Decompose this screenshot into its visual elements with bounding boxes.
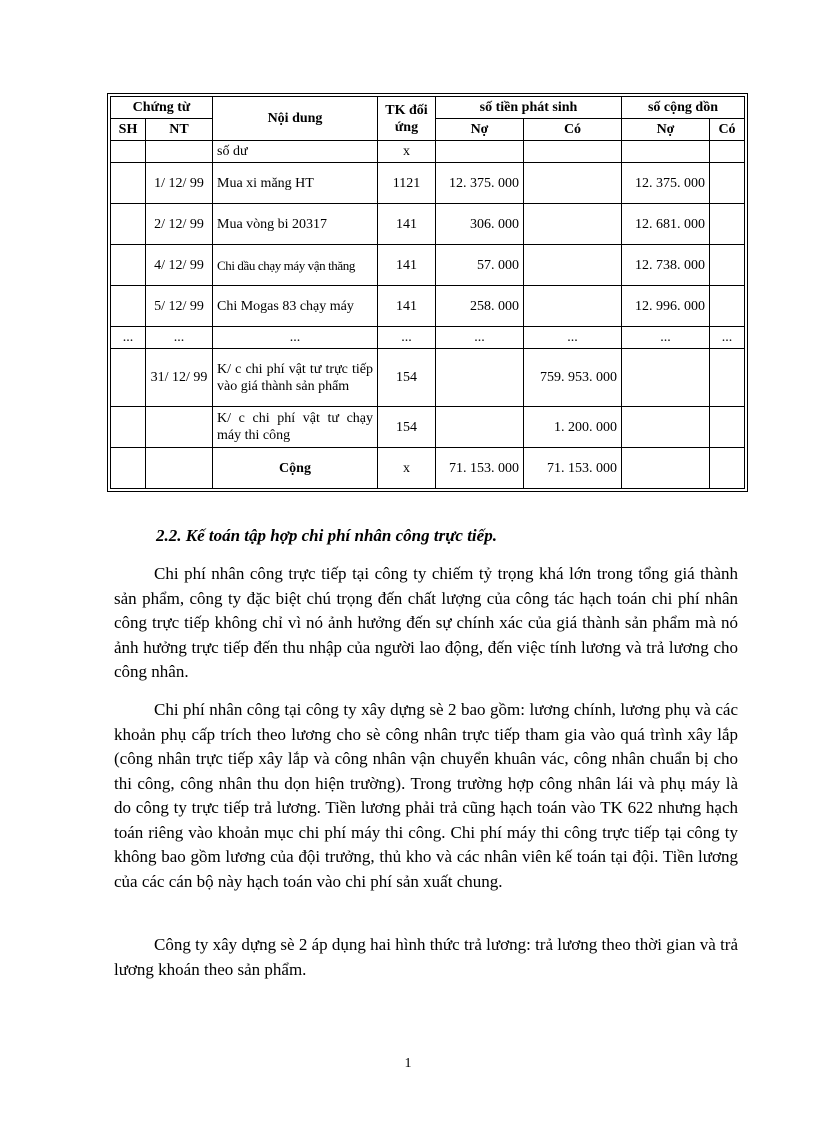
cell-cd-no [622,141,710,163]
cell-ps-co: 1. 200. 000 [524,407,622,448]
cell-cd-no: 12. 681. 000 [622,204,710,245]
cell-cd-no: ... [622,327,710,349]
cell-ps-co: ... [524,327,622,349]
cell-ps-co: 71. 153. 000 [524,448,622,489]
paragraph: Chi phí nhân công tại công ty xây dựng sè 2 bao gồm: lương chính, lương phụ và các khoản phụ cấp trích theo lương cho sè công nhân trực tiếp tham gia vào quá trình xây lắp (công nhân trực tiếp xây lắp và công nhân vận chuyển khuân vác, công nhân chuẩn bị cho thi công, công nhân thu dọn hiện trường). Trong trường hợp công nhân lái và phụ máy là do công ty trực tiếp trả lương. Tiền lương phải trả cũng hạch toán vào TK 622 nhưng hạch toán riêng vào khoản mục chi phí máy thi công. Chi phí máy thi công trực tiếp tại công ty không bao gồm lương của đội trưởng, thủ kho và các nhân viên kế toán tại đội. Tiền lương của các cán bộ này hạch toán vào chi phí sản xuất chung. [114,700,738,891]
cell-ps-co [524,141,622,163]
table-row [111,286,745,327]
cell-cd-co [710,407,745,448]
cell-cd-co [710,141,745,163]
cell-nt [146,407,213,448]
cell-nt [146,448,213,489]
cell-ps-no [436,349,524,407]
header-noi-dung: Nội dung [213,97,378,141]
cell-nt: 4/ 12/ 99 [146,245,213,286]
cell-nt [146,141,213,163]
cell-cd-no: 12. 738. 000 [622,245,710,286]
cell-cd-co: ... [710,327,745,349]
cell-ps-no: 57. 000 [436,245,524,286]
cell-nt: 2/ 12/ 99 [146,204,213,245]
header-chung-tu: Chứng từ [111,97,213,119]
cell-ps-no: ... [436,327,524,349]
section-heading: 2.2. Kế toán tập hợp chi phí nhân công trực tiếp. [156,526,497,545]
cell-ps-co: 759. 953. 000 [524,349,622,407]
table-row [111,204,745,245]
cell-noi-dung: Chi dầu chạy máy vận thăng [213,245,378,286]
header-so-cong-don: số cộng dồn [622,97,745,119]
page-number: 1 [404,1056,412,1071]
cell-ps-no: 306. 000 [436,204,524,245]
cell-sh [111,286,146,327]
cell-ps-no [436,141,524,163]
cell-tk: 154 [378,407,436,448]
cell-tk: 141 [378,245,436,286]
header-ps-no: Nợ [436,119,524,141]
cell-ps-co [524,163,622,204]
table-row [111,407,745,448]
cell-cd-no [622,448,710,489]
cell-noi-dung: K/ c chi phí vật tư chạy máy thi công [213,407,378,448]
cell-ps-co [524,204,622,245]
cell-ps-co [524,245,622,286]
cell-sh [111,204,146,245]
table-header [111,97,745,141]
table-total-row [111,448,745,489]
cell-cd-no [622,349,710,407]
cell-noi-dung: ... [213,327,378,349]
cell-noi-dung: Mua vòng bi 20317 [213,204,378,245]
table-row [111,327,745,349]
cell-sh: ... [111,327,146,349]
cell-tk: ... [378,327,436,349]
table-row [111,141,745,163]
cell-tk: 141 [378,286,436,327]
cell-cd-no: 12. 996. 000 [622,286,710,327]
cell-sh [111,163,146,204]
cell-cd-co [710,286,745,327]
cell-noi-dung: Cộng [213,448,378,489]
paragraph: Chi phí nhân công trực tiếp tại công ty chiếm tỷ trọng khá lớn trong tổng giá thành sản phẩm, công ty đặc biệt chú trọng đến chất lượng của công tác hạch toán chi phí nhân công trực tiếp không chỉ vì nó ảnh hưởng đến sự chính xác của giá thành sản phẩm mà nó ảnh hưởng trực tiếp đến thu nhập của người lao động, đến việc tính lương và trả lương cho công nhân. [114,564,738,681]
cell-cd-co [710,448,745,489]
cell-sh [111,448,146,489]
cell-sh [111,349,146,407]
cell-tk: x [378,448,436,489]
cell-sh [111,141,146,163]
cell-sh [111,407,146,448]
header-cd-no: Nợ [622,119,710,141]
header-so-tien-phat-sinh: số tiền phát sinh [436,97,622,119]
cell-cd-co [710,204,745,245]
table-row [111,163,745,204]
cell-ps-no [436,407,524,448]
header-nt: NT [146,119,213,141]
cell-tk: 141 [378,204,436,245]
table-row [111,349,745,407]
cell-cd-no [622,407,710,448]
cell-cd-co [710,349,745,407]
cell-tk: 154 [378,349,436,407]
cell-ps-no: 258. 000 [436,286,524,327]
paragraph: Công ty xây dựng sè 2 áp dụng hai hình thức trả lương: trả lương theo thời gian và trả lương khoán theo sản phẩm. [114,935,738,979]
cell-ps-co [524,286,622,327]
cell-noi-dung: K/ c chi phí vật tư trực tiếp vào giá thành sản phẩm [213,349,378,407]
cell-nt: 5/ 12/ 99 [146,286,213,327]
cell-nt: 31/ 12/ 99 [146,349,213,407]
cell-noi-dung: Chi Mogas 83 chạy máy [213,286,378,327]
ledger-table [110,96,745,489]
table-row [111,245,745,286]
cell-ps-no: 71. 153. 000 [436,448,524,489]
cell-ps-no: 12. 375. 000 [436,163,524,204]
cell-noi-dung: số dư [213,141,378,163]
cell-tk: x [378,141,436,163]
cell-sh [111,245,146,286]
header-cd-co: Có [710,119,745,141]
cell-nt: 1/ 12/ 99 [146,163,213,204]
cell-cd-co [710,163,745,204]
header-tk-doi-ung: TK đối ứng [378,97,436,141]
table-body [111,141,745,489]
cell-cd-co [710,245,745,286]
cell-cd-no: 12. 375. 000 [622,163,710,204]
header-sh: SH [111,119,146,141]
cell-noi-dung: Mua xi măng HT [213,163,378,204]
cell-nt: ... [146,327,213,349]
header-ps-co: Có [524,119,622,141]
cell-tk: 1121 [378,163,436,204]
